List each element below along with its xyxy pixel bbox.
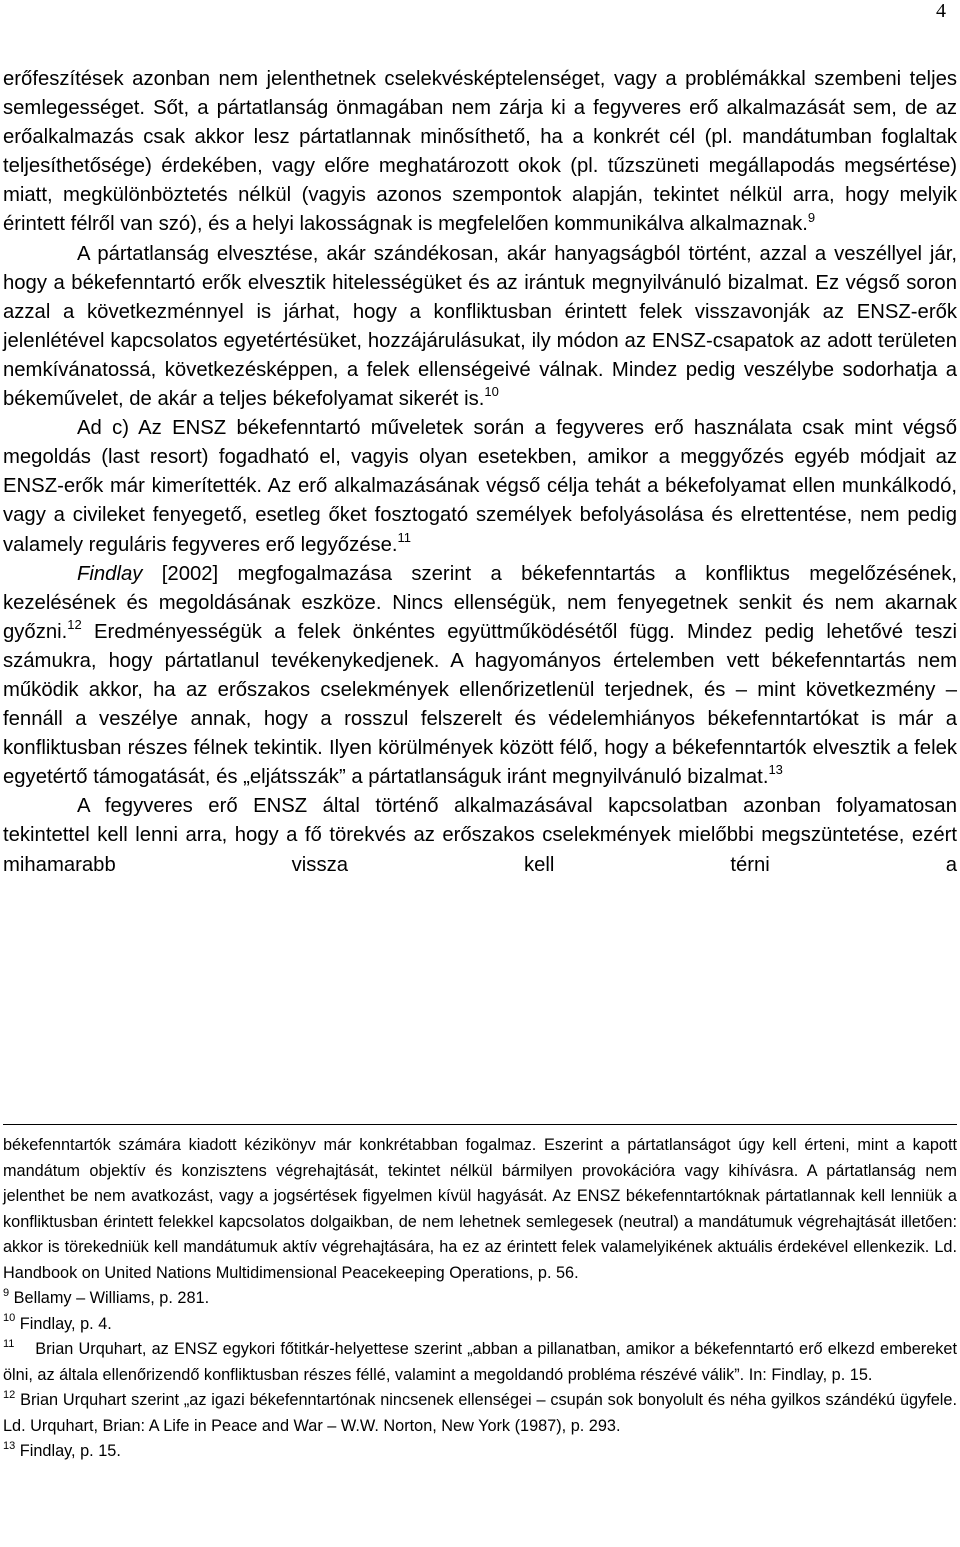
paragraph-3 <box>3 414 957 559</box>
footnote-ref-10[interactable]: 10 <box>484 384 499 400</box>
footnote-ref-11[interactable]: 11 <box>397 529 412 545</box>
paragraph-text: Eredményességük a felek önkéntes együttműködésétől függ. Mindez pedig lehetővé teszi számukra, hogy pártatlanul tevékenykedjenek. A hagyományos értelemben vett békefenntartás nem működik akkor, ha az erőszakos cselekmények ellenőrizetlenül terjednek, és – mint következmény – fennáll a veszélye annak, hogy a rosszul felszerelt és védelemhiányos békefenntartókat is már a konfliktusban részes félnek tekintik. Ilyen körülmények között félő, hogy a békefenntartók elvesztik a felek egyetértő támogatását, és „eljátsszák” a pártatlanságuk iránt megnyilvánuló bizalmat. <box>3 620 957 789</box>
footnote-number: 11 <box>3 1337 15 1350</box>
footnote-12 <box>3 1388 957 1439</box>
paragraph-text: [2002] megfogalmazása szerint a békefenntartás a konfliktus megelőzésének, kezelésének és megoldásának eszköze. Nincs ellenségük, nem fenyegetnek senkit és nem akarnak győzni. <box>3 562 957 643</box>
footnote-text: Findlay, p. 15. <box>19 1442 121 1460</box>
paragraph-text: erőfeszítések azonban nem jelenthetnek cselekvésképtelenséget, vagy a problémákkal szembeni teljes semlegességet. Sőt, a pártatlanság önmagában nem zárja ki a fegyveres erő alkalmazását sem, de az erőalkalmazás csak akkor lesz pártatlannak minősíthető, ha a konkrét cél (pl. mandátumban foglaltak teljesíthetősége) érdekében, vagy előre meghatározott okok (pl. tűzszüneti megállapodás megsértése) miatt, megkülönböztetés nélkül (vagyis azonos szempontok alapján, tekintet nélkül arra, hogy melyik érintett félről van szó), és a helyi lakosságnak is megfelelően kommunikálva alkalmaznak. <box>3 68 957 236</box>
paragraph-4 <box>3 560 957 793</box>
footnote-text: Findlay, p. 4. <box>19 1314 112 1333</box>
footnote-text: Brian Urquhart, az ENSZ egykori főtitkár-helyettese szerint „abban a pillanatban, amikor a békefenntartó erő elkezd embereket ölni, az általa ellenőrizendő konfliktusban részes féllé, valamint a megoldandó probléma részévé válik”. In: Findlay, p. 15. <box>3 1340 957 1384</box>
footnote-number: 13 <box>3 1439 16 1452</box>
footnote-ref-12[interactable]: 12 <box>67 617 82 633</box>
footnote-10 <box>3 1312 957 1338</box>
body-text <box>3 65 957 880</box>
paragraph-text: A fegyveres erő ENSZ által történő alkalmazásával kapcsolatban azonban folyamatosan tekintettel kell lenni arra, hogy a fő törekvés az erőszakos cselekmények mielőbbi megszüntetése, ezért mihamarabb vissza kell térni a <box>3 795 957 876</box>
footnote-13 <box>3 1439 957 1465</box>
footnotes <box>3 1133 957 1465</box>
footnote-separator <box>3 1124 957 1125</box>
footnote-ref-13[interactable]: 13 <box>768 762 783 778</box>
footnote-continuation: békefenntartók számára kiadott kézikönyv már konkrétabban fogalmaz. Eszerint a pártatlanságot úgy kell érteni, mint a kapott mandátum objektív és konzisztens végrehajtását, tekintet nélkül bármilyen provokációra vagy kihívásra. A pártatlanság nem jelenthet be nem avatkozást, vagy a jogsértések figyelmen kívül hagyását. Az ENSZ békefenntartóknak pártatlannak kell lenniük a konfliktusban érintett felekkel kapcsolatos dolgaikban, de nem lehetnek semlegesek (neutral) a mandátumuk végrehajtását illetően: akkor is törekedniük kell mandátumuk aktív végrehajtására, ha ez az érintett felek valamelyikének aktuális érdekével ellenkezik. Ld. Handbook on United Nations Multidimensional Peacekeeping Operations, p. 56. <box>3 1136 957 1282</box>
footnote-9 <box>3 1286 957 1312</box>
paragraph-1 <box>3 65 957 240</box>
author-name-italic: Findlay <box>77 562 143 585</box>
footnote-number: 9 <box>3 1286 10 1299</box>
paragraph-text: Ad c) Az ENSZ békefenntartó műveletek során a fegyveres erő használata csak mint végső megoldás (last resort) fogadható el, vagyis olyan esetekben, amikor a meggyőzés egyéb módjait az ENSZ-erők már kimerítették. Az erő alkalmazásának végső célja tehát a békefolyamat ellen munkálkodó, vagy a civileket fenyegető, esetleg őket fosztogató személyek befolyásolása és elrettentése, nem pedig valamely reguláris fegyveres erő legyőzése. <box>3 417 957 556</box>
footnote-ref-9[interactable]: 9 <box>807 209 816 225</box>
footnote-text: Bellamy – Williams, p. 281. <box>13 1289 210 1307</box>
paragraph-text: A pártatlanság elvesztése, akár szándékosan, akár hanyagságból történt, azzal a veszéllyel jár, hogy a békefenntartó erők elvesztik hitelességüket és az irántuk megnyilvánuló bizalmat. Ez végső soron azzal a következménnyel is járhat, hogy a konfliktusban érintett felek visszavonják az ENSZ-erők jelenlétével kapcsolatos egyetértésüket, hozzájárulásukat, ily módon az ENSZ-csapatok az adott területen nemkívánatossá, következésképpen, a felek ellenségeivé válnak. Mindez pedig veszélybe sodorhatja a békeművelet, de akár a teljes békefolyamat sikerét is. <box>3 242 957 411</box>
footnote-number: 12 <box>3 1388 16 1401</box>
footnote-11 <box>3 1337 957 1388</box>
paragraph-2 <box>3 240 957 415</box>
footnote-text: Brian Urquhart szerint „az igazi békefenntartónak nincsenek ellenségei – csupán sok bonyolult és néha gyilkos szándékú ügyfele. Ld. Urquhart, Brian: A Life in Peace and War – W.W. Norton, New York (1987), p. 293. <box>3 1391 957 1435</box>
page-number: 4 <box>936 0 946 22</box>
paragraph-5 <box>3 792 957 879</box>
footnote-number: 10 <box>3 1312 16 1325</box>
